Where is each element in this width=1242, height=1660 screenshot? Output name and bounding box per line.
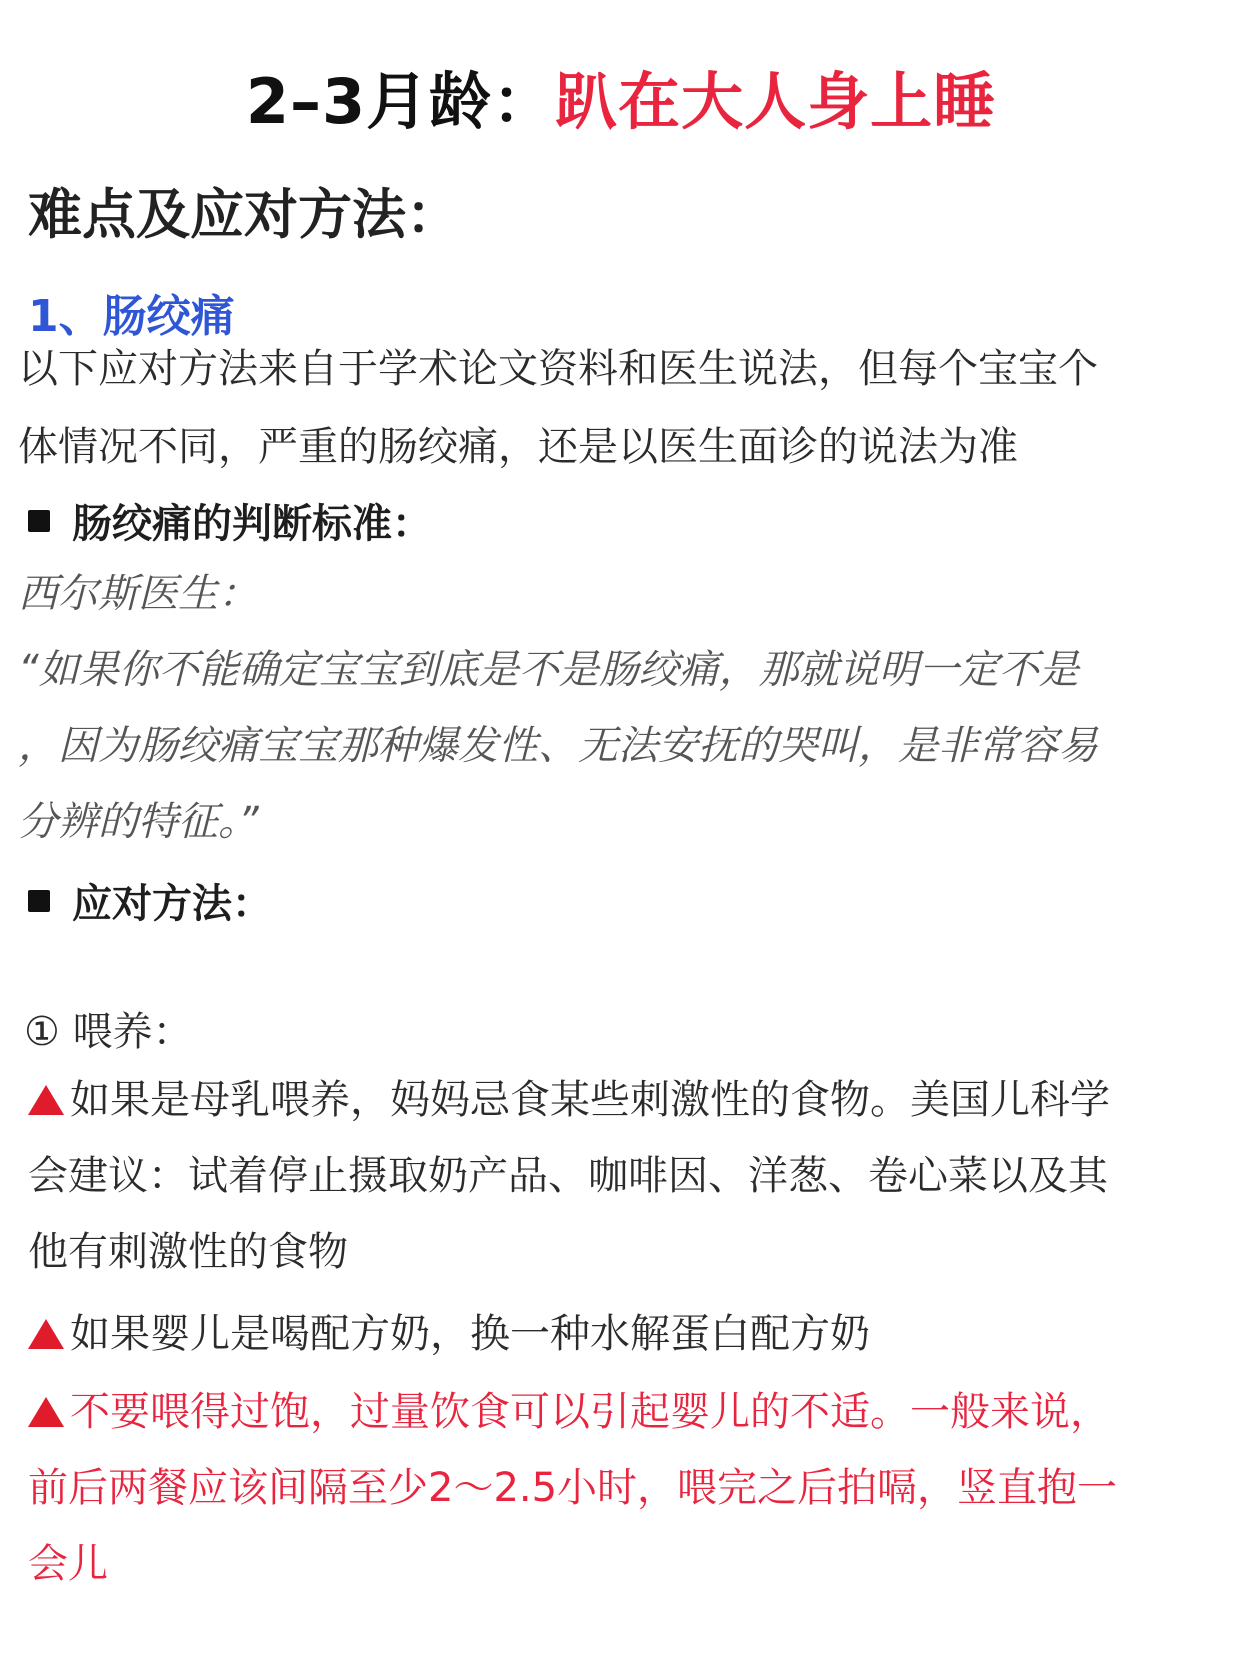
quote-line: “如果你不能确定宝宝到底是不是肠绞痛，那就说明一定不是	[18, 647, 1079, 693]
quote-line: 分辨的特征。”	[18, 799, 259, 845]
title-prefix: 2–3月龄：	[245, 65, 556, 138]
criteria-quote	[18, 556, 1098, 860]
methods-heading-text: 应对方法：	[72, 881, 272, 927]
tip-line: 他有刺激性的食物	[28, 1229, 348, 1275]
title-highlight: 趴在大人身上睡	[555, 65, 997, 138]
tip-line: 前后两餐应该间隔至少2～2.5小时，喂完之后拍嗝，竖直抱一	[28, 1465, 1118, 1511]
tip-line: 会建议：试着停止摄取奶产品、咖啡因、洋葱、卷心菜以及其	[28, 1153, 1108, 1199]
tip-overfeeding	[28, 1374, 1117, 1602]
page-title	[0, 52, 1242, 141]
tip-line: 会儿	[28, 1541, 108, 1587]
tip-breastfeeding	[28, 1062, 1110, 1290]
feeding-label: ① 喂养：	[24, 1009, 193, 1055]
section-title: 难点及应对方法：	[28, 183, 460, 246]
tip-line: 如果是母乳喂养，妈妈忌食某些刺激性的食物。美国儿科学	[70, 1077, 1110, 1123]
intro-line: 以下应对方法来自于学术论文资料和医生说法，但每个宝宝个	[18, 346, 1098, 392]
intro-paragraph	[18, 330, 1228, 486]
tip-formula	[28, 1296, 870, 1372]
square-bullet-icon	[28, 890, 50, 912]
intro-line: 体情况不同，严重的肠绞痛，还是以医生面诊的说法为准	[18, 424, 1018, 470]
warning-triangle-icon	[28, 1397, 64, 1427]
subsection-title: 1、肠绞痛	[28, 291, 235, 342]
square-bullet-icon	[28, 510, 50, 532]
quote-line: ，因为肠绞痛宝宝那种爆发性、无法安抚的哭叫，是非常容易	[18, 723, 1098, 769]
quote-source: 西尔斯医生：	[18, 571, 258, 617]
criteria-heading-text: 肠绞痛的判断标准：	[72, 501, 432, 547]
criteria-heading	[28, 492, 432, 549]
methods-heading	[28, 872, 272, 929]
tip-line: 如果婴儿是喝配方奶，换一种水解蛋白配方奶	[70, 1311, 870, 1357]
tip-line: 不要喂得过饱，过量饮食可以引起婴儿的不适。一般来说，	[70, 1389, 1110, 1435]
warning-triangle-icon	[28, 1085, 64, 1115]
warning-triangle-icon	[28, 1319, 64, 1349]
